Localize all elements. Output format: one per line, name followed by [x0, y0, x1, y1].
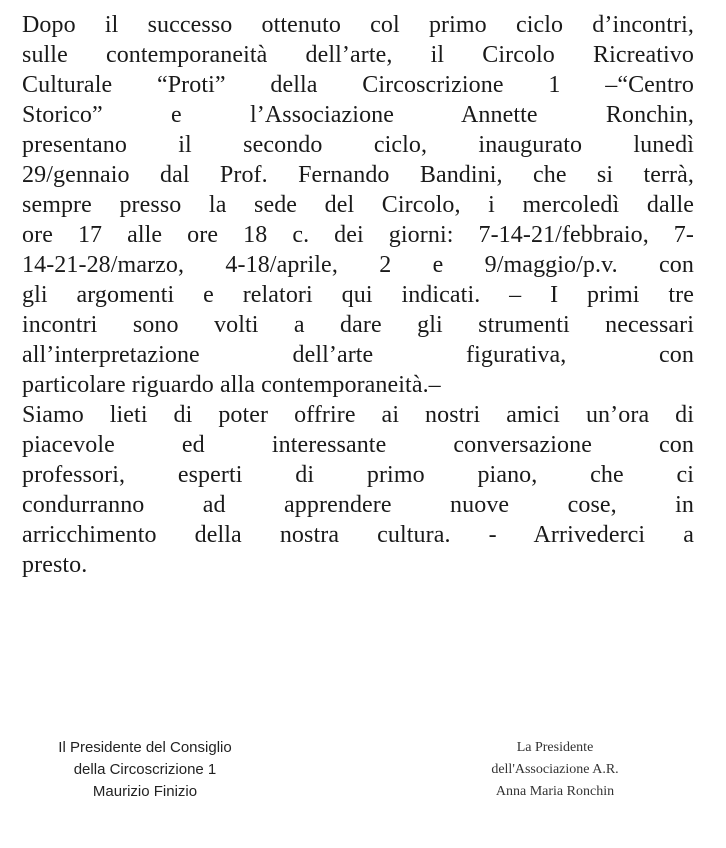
signature-organization: dell'Associazione A.R.	[491, 762, 619, 777]
text-line: 14-21-28/marzo, 4-18/aprile, 2 e 9/maggio/p.v. con	[22, 252, 694, 278]
text-line: all’interpretazione dell’arte figurativa, con	[22, 342, 694, 368]
text-line: gli argomenti e relatori qui indicati. – I primi tre	[22, 282, 694, 308]
letter-body	[22, 10, 694, 580]
text-line: Culturale “Proti” della Circoscrizione 1 –“Centro	[22, 72, 694, 98]
text-line: ore 17 alle ore 18 c. dei giorni: 7-14-21/febbraio, 7-	[22, 222, 694, 248]
text-line: condurranno ad apprendere nuove cose, in	[22, 492, 694, 518]
text-line: presto.	[22, 552, 88, 578]
text-line: arricchimento della nostra cultura. - Arrivederci a	[22, 522, 694, 548]
signature-organization: della Circoscrizione 1	[73, 761, 217, 778]
text-line: piacevole ed interessante conversazione con	[22, 432, 694, 458]
text-line: presentano il secondo ciclo, inaugurato lunedì	[22, 132, 694, 158]
text-line: Dopo il successo ottenuto col primo ciclo d’incontri,	[22, 12, 694, 38]
signature-block-right	[450, 737, 660, 803]
text-line: professori, esperti di primo piano, che ci	[22, 462, 694, 488]
signature-name: Anna Maria Ronchin	[495, 784, 615, 799]
text-line: Storico” e l’Associazione Annette Ronchin,	[22, 102, 694, 128]
text-line: incontri sono volti a dare gli strumenti necessari	[22, 312, 694, 338]
text-line: sulle contemporaneità dell’arte, il Circolo Ricreativo	[22, 42, 694, 68]
text-line: particolare riguardo alla contemporaneità.–	[22, 372, 441, 398]
signature-name: Maurizio Finizio	[92, 783, 198, 800]
text-line: 29/gennaio dal Prof. Fernando Bandini, che si terrà,	[22, 162, 694, 188]
signature-title: La Presidente	[516, 740, 594, 755]
signature-title: Il Presidente del Consiglio	[58, 739, 232, 756]
text-line: sempre presso la sede del Circolo, i mercoledì dalle	[22, 192, 694, 218]
signature-block-left	[30, 737, 260, 803]
text-line: Siamo lieti di poter offrire ai nostri amici un’ora di	[22, 402, 694, 428]
